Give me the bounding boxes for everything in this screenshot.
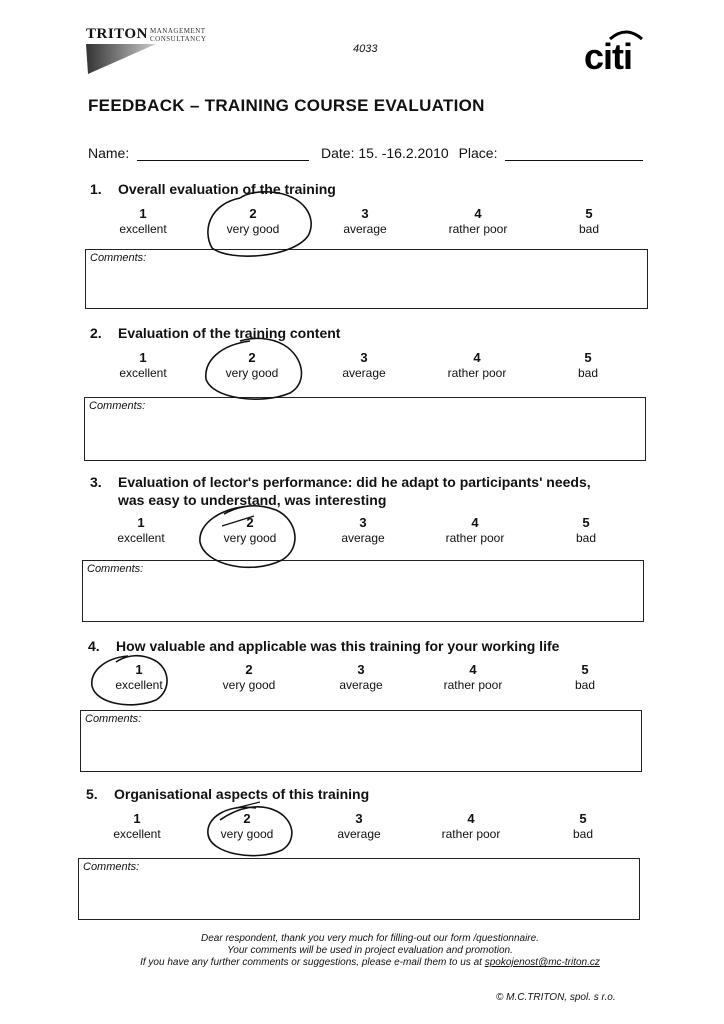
option-label: average xyxy=(341,531,385,545)
q2-option-1[interactable] xyxy=(88,350,198,381)
option-number: 3 xyxy=(360,350,368,365)
option-label: rather poor xyxy=(448,222,508,236)
header-fields-row xyxy=(88,145,643,161)
q3-option-4[interactable] xyxy=(420,515,530,546)
option-label: very good xyxy=(223,531,277,545)
q3-option-3[interactable] xyxy=(308,515,418,546)
logo-sub-line-1: MANAGEMENT xyxy=(150,27,206,35)
q4-option-5[interactable] xyxy=(530,662,640,693)
option-label: excellent xyxy=(115,678,163,692)
option-number: 2 xyxy=(245,662,253,677)
triton-logo-subtitle xyxy=(150,27,206,43)
question-5-title xyxy=(86,786,369,802)
q4-option-1[interactable] xyxy=(84,662,194,693)
option-number: 1 xyxy=(133,811,141,826)
q1-option-5[interactable] xyxy=(534,206,644,237)
citi-logo: citi xyxy=(584,36,633,77)
q4-option-2[interactable] xyxy=(194,662,304,693)
question-text: How valuable and applicable was this training for your working life xyxy=(116,638,560,654)
option-label: bad xyxy=(578,222,600,236)
comments-label: Comments: xyxy=(85,713,142,725)
footer-line-1: Dear respondent, thank you very much for filling-out our form /questionnaire. xyxy=(201,933,539,944)
q1-option-1[interactable] xyxy=(88,206,198,237)
question-1-title xyxy=(90,181,336,197)
q3-option-2[interactable] xyxy=(195,515,305,546)
comments-label: Comments: xyxy=(83,861,140,873)
option-label: rather poor xyxy=(443,678,503,692)
option-number: 5 xyxy=(585,206,593,221)
contact-email-link[interactable]: spokojenost@mc-triton.cz xyxy=(484,957,600,968)
option-number: 4 xyxy=(473,350,481,365)
place-field[interactable] xyxy=(505,146,643,161)
option-label: very good xyxy=(222,678,276,692)
q4-option-4[interactable] xyxy=(418,662,528,693)
q5-option-5[interactable] xyxy=(528,811,638,842)
option-number: 5 xyxy=(579,811,587,826)
option-label: excellent xyxy=(117,531,165,545)
option-label: very good xyxy=(220,827,274,841)
option-label: bad xyxy=(577,366,599,380)
option-number: 5 xyxy=(581,662,589,677)
option-label: average xyxy=(342,366,386,380)
option-label: bad xyxy=(574,678,596,692)
option-label: very good xyxy=(226,222,280,236)
option-number: 3 xyxy=(359,515,367,530)
option-number: 5 xyxy=(582,515,590,530)
question-text: Overall evaluation of the training xyxy=(118,181,336,197)
option-label: rather poor xyxy=(441,827,501,841)
footer-line-3-text: If you have any further comments or suggestions, please e-mail them to us at xyxy=(140,957,485,968)
footer-line-2: Your comments will be used in project evaluation and promotion. xyxy=(227,945,513,956)
q2-option-3[interactable] xyxy=(309,350,419,381)
option-label: average xyxy=(337,827,381,841)
q3-comments-box[interactable] xyxy=(82,560,644,622)
question-number: 5. xyxy=(86,786,98,802)
option-label: average xyxy=(343,222,387,236)
comments-label: Comments: xyxy=(89,400,146,412)
q5-option-1[interactable] xyxy=(82,811,192,842)
comments-label: Comments: xyxy=(90,252,147,264)
option-label: excellent xyxy=(119,222,167,236)
q2-option-4[interactable] xyxy=(422,350,532,381)
option-number: 1 xyxy=(135,662,143,677)
date-label: Date: 15. -16.2.2010 xyxy=(321,145,449,161)
option-label: bad xyxy=(572,827,594,841)
q5-option-2[interactable] xyxy=(192,811,302,842)
option-label: very good xyxy=(225,366,279,380)
option-label: rather poor xyxy=(445,531,505,545)
question-text: Organisational aspects of this training xyxy=(114,786,370,802)
question-text: Evaluation of the training content xyxy=(118,325,341,341)
comments-label: Comments: xyxy=(87,563,144,575)
option-number: 4 xyxy=(474,206,482,221)
q2-option-2[interactable] xyxy=(197,350,307,381)
q1-option-2[interactable] xyxy=(198,206,308,237)
q5-comments-box[interactable] xyxy=(78,858,640,920)
q4-comments-box[interactable] xyxy=(80,710,642,772)
q3-option-1[interactable] xyxy=(86,515,196,546)
option-number: 2 xyxy=(246,515,254,530)
question-text-line-2: was easy to understand, was interesting xyxy=(118,492,387,508)
option-label: rather poor xyxy=(447,366,507,380)
place-label: Place: xyxy=(458,145,498,161)
question-number: 2. xyxy=(90,325,102,341)
question-4-title xyxy=(88,638,559,654)
option-number: 3 xyxy=(355,811,363,826)
name-field[interactable] xyxy=(137,146,309,161)
footer-line-3 xyxy=(90,957,650,969)
q2-comments-box[interactable] xyxy=(84,397,646,461)
q1-comments-box[interactable] xyxy=(85,249,648,309)
document-number: 4033 xyxy=(353,43,378,55)
q1-option-4[interactable] xyxy=(423,206,533,237)
footer-note xyxy=(90,933,650,969)
option-number: 1 xyxy=(139,206,147,221)
question-text-line-1: Evaluation of lector's performance: did he adapt to participants' needs, xyxy=(118,474,591,490)
option-number: 3 xyxy=(361,206,369,221)
logo-sub-line-2: CONSULTANCY xyxy=(150,35,207,43)
triton-logo-text: TRITON xyxy=(86,26,148,42)
q3-option-5[interactable] xyxy=(531,515,641,546)
question-2-title xyxy=(90,325,340,341)
option-label: excellent xyxy=(119,366,167,380)
question-number: 4. xyxy=(88,638,100,654)
q5-option-3[interactable] xyxy=(304,811,414,842)
name-label: Name: xyxy=(88,145,130,161)
q4-option-3[interactable] xyxy=(306,662,416,693)
option-number: 2 xyxy=(249,206,257,221)
option-number: 3 xyxy=(357,662,365,677)
option-number: 4 xyxy=(467,811,475,826)
option-label: excellent xyxy=(113,827,161,841)
option-number: 1 xyxy=(137,515,145,530)
option-label: average xyxy=(339,678,383,692)
option-number: 2 xyxy=(243,811,251,826)
option-label: bad xyxy=(575,531,597,545)
option-number: 4 xyxy=(469,662,477,677)
option-number: 1 xyxy=(139,350,147,365)
q2-option-5[interactable] xyxy=(533,350,643,381)
q1-option-3[interactable] xyxy=(310,206,420,237)
question-number: 1. xyxy=(90,181,102,197)
option-number: 2 xyxy=(248,350,256,365)
option-number: 5 xyxy=(584,350,592,365)
triton-triangle-icon xyxy=(86,44,156,74)
q5-option-4[interactable] xyxy=(416,811,526,842)
question-number: 3. xyxy=(90,474,102,490)
copyright: © M.C.TRITON, spol. s r.o. xyxy=(496,992,616,1003)
option-number: 4 xyxy=(471,515,479,530)
form-title: FEEDBACK – TRAINING COURSE EVALUATION xyxy=(88,96,485,115)
question-3-title xyxy=(90,473,591,509)
